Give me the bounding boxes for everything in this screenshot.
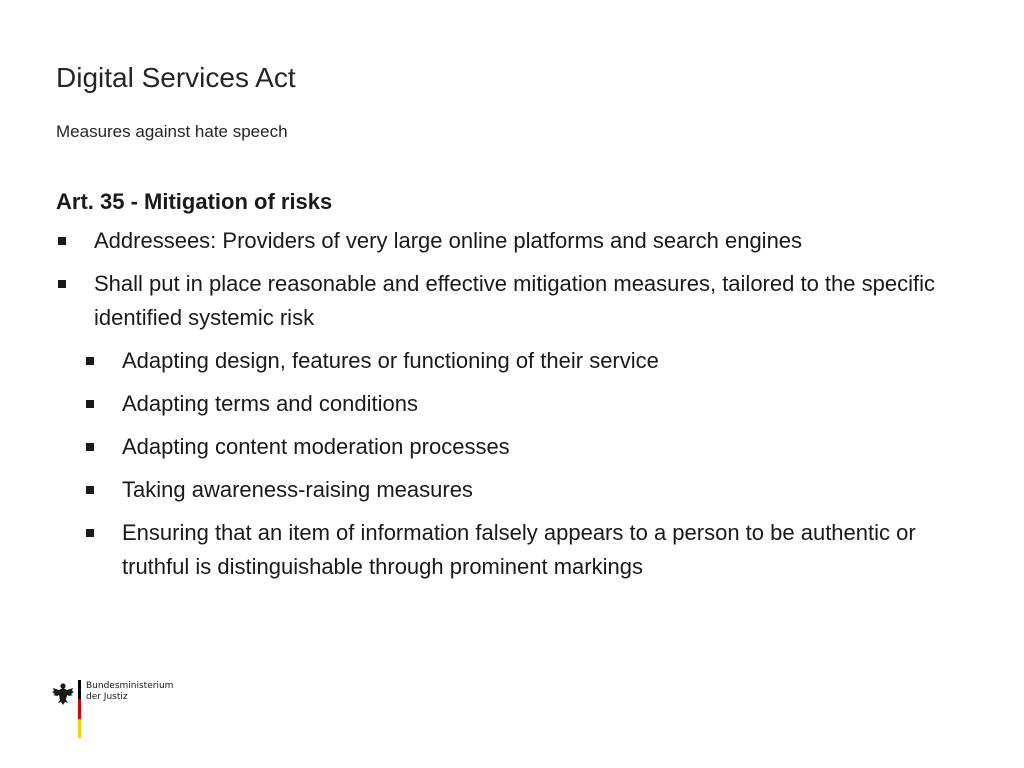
- sub-bullet-item: [56, 344, 976, 378]
- sub-bullet-item: [56, 516, 976, 584]
- bullet-text: Addressees: Providers of very large online platforms and search engines: [94, 228, 803, 253]
- square-bullet-icon: [86, 357, 94, 365]
- flag-stripe: [78, 680, 81, 738]
- sub-bullet-item: [56, 473, 976, 507]
- ministry-name-line2: der Justiz: [86, 692, 128, 702]
- section-heading: Art. 35 - Mitigation of risks: [56, 189, 333, 214]
- ministry-logo: [52, 680, 192, 742]
- slide-title: Digital Services Act: [56, 62, 296, 93]
- sub-bullet-item: [56, 430, 976, 464]
- federal-eagle-icon: [52, 682, 74, 706]
- square-bullet-icon: [86, 486, 94, 494]
- ministry-name: [86, 681, 173, 703]
- flag-gold-stripe: [78, 719, 81, 738]
- flag-black-stripe: [78, 680, 81, 699]
- sub-bullet-item: [56, 387, 976, 421]
- square-bullet-icon: [58, 280, 66, 288]
- ministry-name-line1: Bundesministerium: [86, 681, 174, 691]
- sub-bullet-text: Adapting terms and conditions: [122, 391, 418, 416]
- slide-subtitle: Measures against hate speech: [56, 122, 288, 141]
- sub-bullet-text: Ensuring that an item of information falsely appears to a person to be authentic or truthful is distinguishable through prominent markings: [122, 520, 916, 579]
- slide-content: [56, 186, 976, 593]
- bullet-item: [56, 224, 976, 258]
- flag-red-stripe: [78, 699, 81, 719]
- square-bullet-icon: [86, 529, 94, 537]
- sub-bullet-text: Adapting design, features or functioning of their service: [122, 348, 659, 373]
- bullet-list: [56, 224, 976, 584]
- square-bullet-icon: [86, 443, 94, 451]
- square-bullet-icon: [58, 237, 66, 245]
- square-bullet-icon: [86, 400, 94, 408]
- bullet-item: [56, 267, 976, 335]
- sub-bullet-text: Taking awareness-raising measures: [122, 477, 473, 502]
- sub-bullet-text: Adapting content moderation processes: [122, 434, 510, 459]
- bullet-text: Shall put in place reasonable and effective mitigation measures, tailored to the specific identified systemic risk: [94, 271, 935, 330]
